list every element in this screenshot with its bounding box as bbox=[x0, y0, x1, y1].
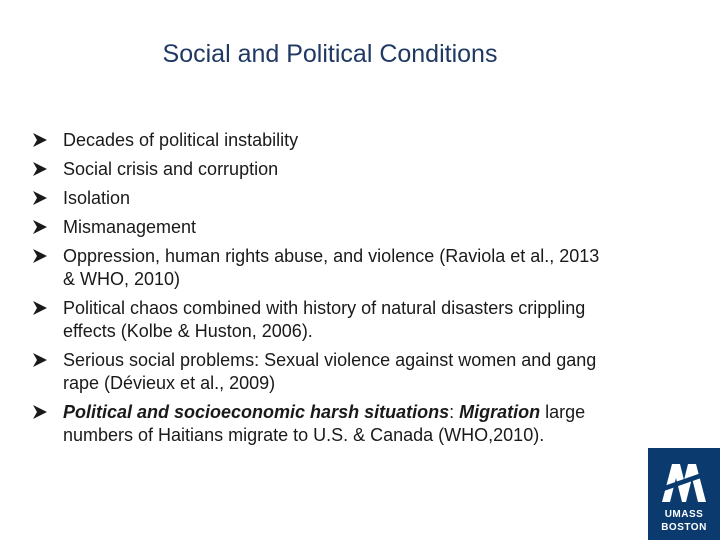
list-item bbox=[32, 297, 612, 343]
list-item bbox=[32, 245, 612, 291]
arrow-bullet-icon bbox=[32, 402, 48, 422]
umass-boston-logo-icon bbox=[658, 456, 710, 506]
arrow-bullet-icon bbox=[32, 188, 48, 208]
arrow-bullet-icon bbox=[32, 130, 48, 150]
bullet-text: Political chaos combined with history of natural disasters crippling effects (Kolbe & Huston, 2006). bbox=[63, 298, 586, 341]
bullet-text: Decades of political instability bbox=[63, 130, 299, 150]
arrow-bullet-icon bbox=[32, 298, 48, 318]
list-item bbox=[32, 187, 612, 210]
bullet-separator: : bbox=[449, 402, 460, 422]
list-item bbox=[32, 349, 612, 395]
bullet-emphasis: Political and socioeconomic harsh situations bbox=[63, 402, 450, 422]
bullet-list bbox=[32, 129, 612, 453]
list-item bbox=[32, 158, 612, 181]
arrow-bullet-icon bbox=[32, 217, 48, 237]
bullet-emphasis-migration: Migration bbox=[459, 402, 541, 422]
bullet-text: Isolation bbox=[63, 188, 131, 208]
arrow-bullet-icon bbox=[32, 159, 48, 179]
bullet-text: Oppression, human rights abuse, and violence (Raviola et al., 2013 & WHO, 2010) bbox=[63, 246, 600, 289]
logo-text-line2: BOSTON bbox=[661, 522, 707, 533]
logo-text-line1: UMASS bbox=[664, 509, 704, 520]
arrow-bullet-icon bbox=[32, 350, 48, 370]
list-item bbox=[32, 129, 612, 152]
slide-title: Social and Political Conditions bbox=[162, 40, 498, 68]
bullet-text: Serious social problems: Sexual violence against women and gang rape (Dévieux et al., 2009) bbox=[63, 350, 597, 393]
list-item bbox=[32, 216, 612, 239]
bullet-text: Social crisis and corruption bbox=[63, 159, 279, 179]
bullet-text: large numbers of Haitians migrate to U.S. & Canada (WHO,2010). bbox=[63, 402, 586, 445]
bullet-text: Mismanagement bbox=[63, 217, 197, 237]
arrow-bullet-icon bbox=[32, 246, 48, 266]
list-item bbox=[32, 401, 612, 447]
umass-boston-logo bbox=[648, 448, 720, 540]
